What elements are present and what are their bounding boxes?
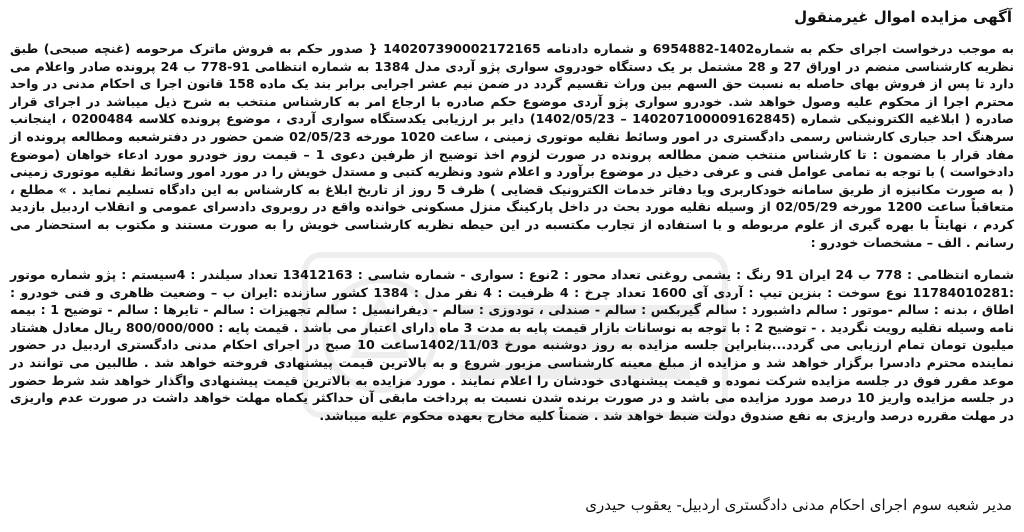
notice-paragraph-2: شماره انتظامی : 778 ب 24 ایران 91 رنگ : یشمی روغنی تعداد محور : 2نوع : سواری - شماره شاسی : 13412163 تعداد سیلندر : 4سیستم : پژو شماره موتور :11784010281 نوع سوخت : بنزین تیپ : آردی آی 1600 تعداد چرخ : 4 ظرفیت : 4 نفر مدل : 1384 کشور سازنده :ایران ب – وضعیت ظاهری و فنی خودرو : اطاق ، بدنه : سالم -موتور : سالم داشبورد : سالم گیربکس : سالم - صندلی ، تودوزی : سالم - دیفرانسیل : سالم تجهیزات : سالم - تایرها : سالم - توضیح 1 : بیمه نامه وسیله نقلیه رویت نگردید . - توضیح 2 : با توجه به نوسانات بازار قیمت پایه به مدت 3 ماه دارای اعتبار می باشد . قیمت پایه : 800/000/000 ریال معادل هشتاد میلیون تومان تمام ارزیابی می گردد...بنابراین جلسه مزایده به روز دوشنبه مورخ 1402/11/03ساعت 10 صبح در اجرای احکام مدنی دادگستری اردبیل در حضور نماینده محترم دادسرا برگزار خواهد شد و مزایده از مبلغ معینه کارشناسی مزبور شروع و به بالاترین قیمت پیشنهادی فروخته خواهد شد . طالبین می توانند در موعد مقرر فوق در جلسه مزایده شرکت نموده و قیمت پیشنهادی خودشان را اعلام نمایند . مورد مزایده به بالاترین قیمت پیشنهادی واگذار خواهد شد شرط حضور در جلسه مزایده واریز 10 درصد مورد مزایده می باشد و در صورت برنده شدن نسبت به پرداخت مابقی آن حداکثر یکماه مهلت خواهد داشت در صورت عدم واریزی در مهلت مقرره درصد واریزی به نفع صندوق دولت ضبط خواهد شد . ضمناً کلیه مخارج بعهده محکوم علیه میباشد. — [10, 267, 1015, 423]
notice-title: آگهی مزایده اموال غیرمنقول — [794, 8, 1012, 26]
signature-line: مدیر شعبه سوم اجرای احکام مدنی دادگستری اردبیل- یعقوب حیدری — [585, 496, 1012, 514]
notice-paragraph-1: به موجب درخواست اجرای حکم به شماره1402-6954882 و شماره دادنامه 140207390002172165 { صدور حکم به فروش ماترک مرحومه (غنچه صبحی) طبق نظریه کارشناسی منضم در اوراق 27 و 28 مشتمل بر یک دستگاه خودروی سواری پژو آردی مدل 1384 به شماره انتظامی 91-778 ب 24 پرونده صادر واعلام می دارد تا پس از فروش بهای حاصله به نسبت حق السهم بین وراث تقسیم گردد در ضمن نیم عشر اجرایی برابر بند یک ماده 158 قانون اجرا ی احکام مدنی در واحد محترم اجرا از محکوم علیه وصول خواهد شد. خودرو سواری پژو آردی موضوع حکم صادره با ارجاع امر به کارشناس منتخب به شرح ذیل میباشد در اجرای قرار صادره ( ابلاغیه الکترونیکی شماره (140207100009162845 – 1402/05/23) دایر بر ارزیابی یکدستگاه سواری آردی ، موضوع پرونده کلاسه 0200484 ، اینجانب سرهنگ احد جباری کارشناس رسمی دادگستری در امور وسائط نقلیه موتوری زمینی ، ساعت 1020 مورخه 02/05/23 ضمن حضور در دفترشعبه ومطالعه پرونده از مفاد قرار با مضمون : تا کارشناس منتخب ضمن مطالعه پرونده در صورت لزوم اخذ توضیح از طرفین دعوی 1 – قیمت روز خودرو مورد ادعاء خواهان (موضوع دادخواست ) با توجه به تمامی عوامل فنی و عرفی دخیل در موضوع برآورد و اعلام شود ونظریه کتبی و مستدل خویش را در مورد امور وسائط نقلیه موتوری زمینی ( به صورت مکانیزه از طریق سامانه خودکاربری ویا دفاتر خدمات الکترونیک قضایی ) ظرف 5 روز از تاریخ ابلاغ به کارشناس به این دادگاه تسلیم نماید . » مطلع ، متعاقباً ساعت 1200 مورخه 02/05/29 از وسیله نقلیه مورد بحث در داخل پارکینگ منزل مسکونی خوانده واقع در روبروی دادسرای عمومی و انقلاب اردبیل بازدید کردم ، نهایتاً با بهره گیری از علوم مربوطه و با استفاده از تجارب مکتسبه در این حیطه نظریه کارشناسی خویش را به صورت مستند و مکتوب به استحضار می رسانم . الف – مشخصات خودرو : — [10, 41, 1014, 250]
